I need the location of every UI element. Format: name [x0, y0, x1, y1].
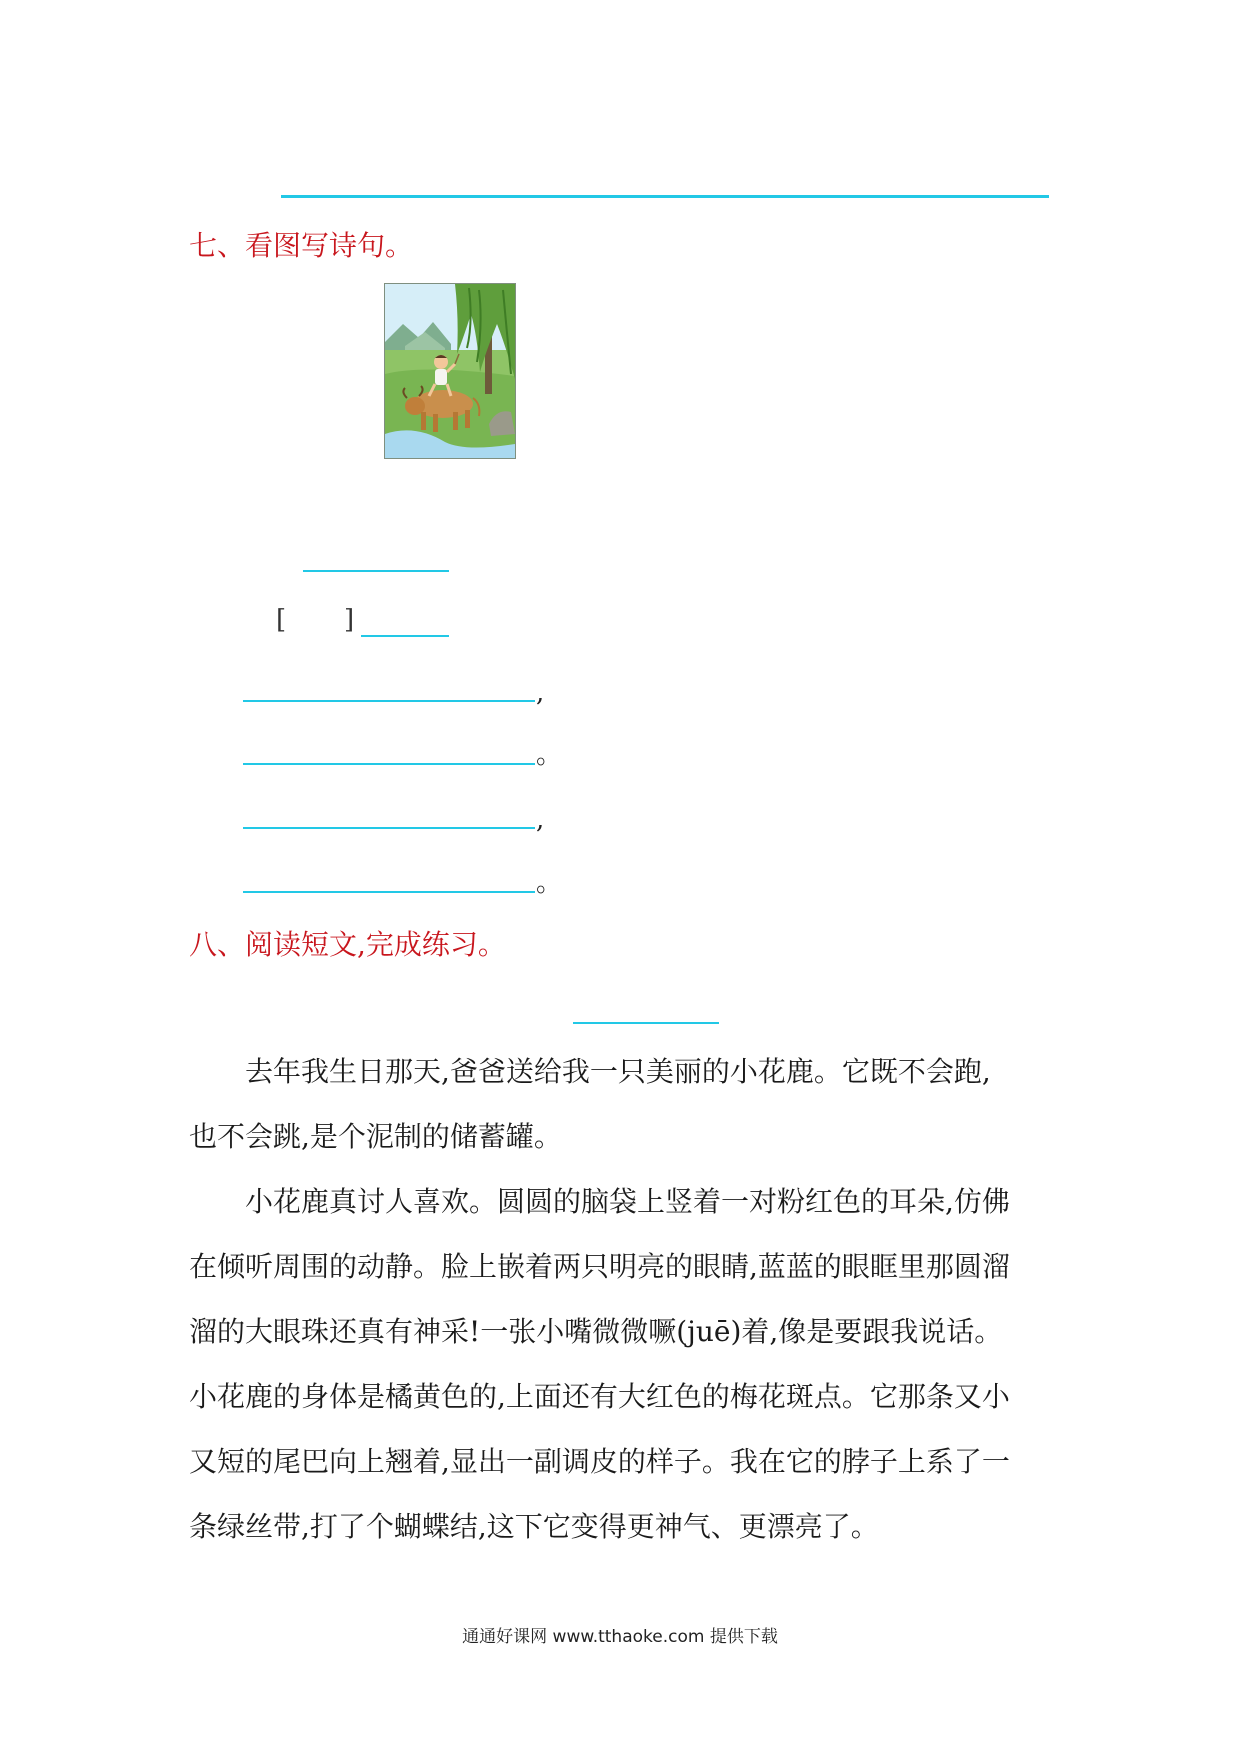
paragraph-1-line: 也不会跳,是个泥制的储蓄罐。	[189, 1120, 562, 1153]
paragraph-2-line: 在倾听周围的动静。脸上嵌着两只明亮的眼睛,蓝蓝的眼眶里那圆溜	[189, 1250, 1010, 1283]
paragraph-2-line: 溜的大眼珠还真有神采!一张小嘴微微噘(juē)着,像是要跟我说话。	[189, 1315, 1003, 1348]
paragraph-2-line: 又短的尾巴向上翘着,显出一副调皮的样子。我在它的脖子上系了一	[189, 1445, 1010, 1478]
poem-line-3-mark: ,	[536, 805, 545, 835]
passage-paragraph-1	[189, 1039, 1059, 1169]
boy-riding-water-buffalo-illustration	[385, 284, 515, 458]
poem-author-line[interactable]	[361, 635, 449, 637]
poem-line-2-mark: 。	[536, 740, 563, 770]
picture-boy-on-buffalo	[384, 283, 516, 459]
section-8-heading: 八、阅读短文,完成练习。	[189, 928, 506, 961]
poem-line-1[interactable]	[243, 700, 535, 702]
section-7-heading: 七、看图写诗句。	[189, 229, 414, 262]
answer-line-top[interactable]	[281, 195, 1049, 198]
poem-line-2[interactable]	[243, 763, 535, 765]
poem-title-line[interactable]	[303, 570, 449, 572]
footer-source-text: 通通好课网 www.tthaoke.com 提供下载	[462, 1627, 778, 1647]
poem-line-3[interactable]	[243, 827, 535, 829]
paragraph-2-line: 条绿丝带,打了个蝴蝶结,这下它变得更神气、更漂亮了。	[189, 1510, 879, 1543]
passage-title-line[interactable]	[573, 1022, 719, 1024]
paragraph-2-line: 小花鹿的身体是橘黄色的,上面还有大红色的梅花斑点。它那条又小	[189, 1380, 1010, 1413]
paragraph-1-line: 去年我生日那天,爸爸送给我一只美丽的小花鹿。它既不会跑,	[245, 1055, 991, 1088]
poem-line-4[interactable]	[243, 891, 535, 893]
dynasty-bracket-open: [	[276, 605, 287, 635]
poem-line-4-mark: 。	[536, 868, 563, 898]
paragraph-2-line: 小花鹿真讨人喜欢。圆圆的脑袋上竖着一对粉红色的耳朵,仿佛	[245, 1185, 1010, 1218]
passage-paragraph-2	[189, 1169, 1059, 1559]
dynasty-bracket-close: ]	[344, 605, 355, 635]
poem-line-1-mark: ,	[536, 678, 545, 708]
